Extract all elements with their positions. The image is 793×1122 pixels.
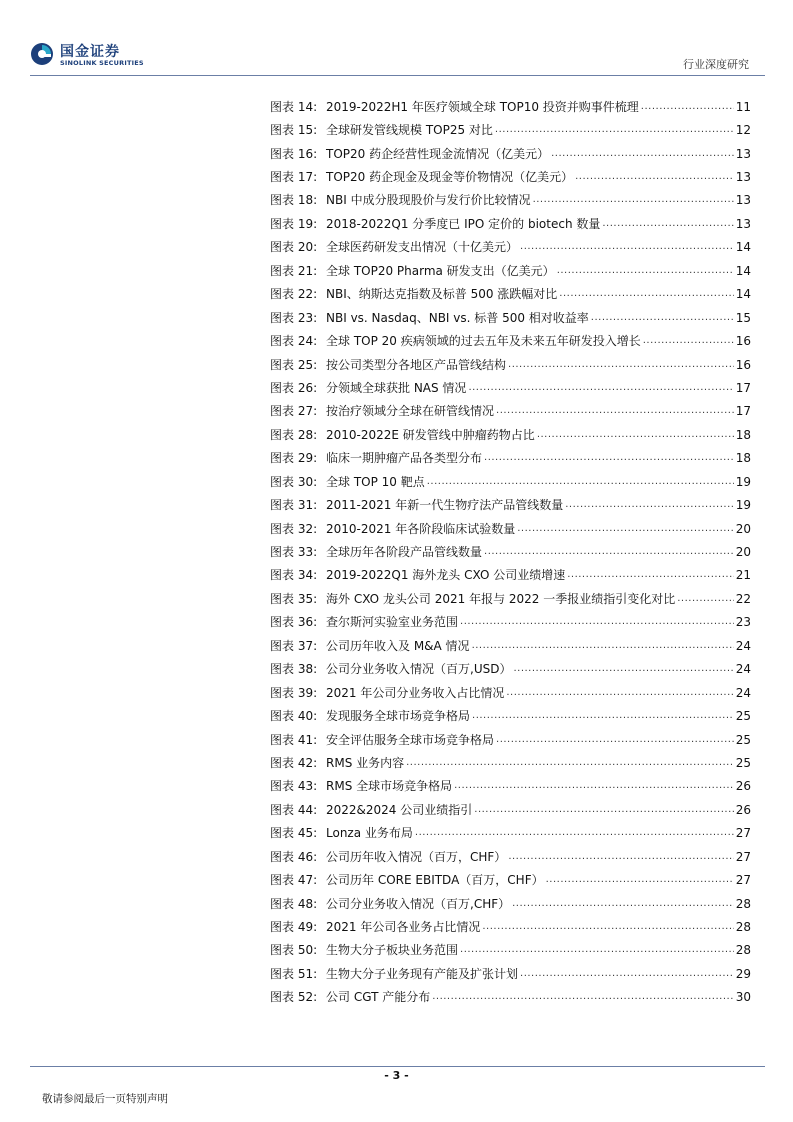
toc-entry-page: 26 <box>735 802 751 817</box>
toc-entry-page: 23 <box>735 615 751 630</box>
toc-entry-page: 15 <box>735 310 751 325</box>
toc-entry-label: 图表 48: <box>270 896 318 911</box>
toc-entry-title: 公司历年收入情况（百万，CHF） <box>326 849 507 864</box>
toc-leader-dots <box>520 240 734 254</box>
toc-entry-page: 19 <box>735 498 751 513</box>
toc-entry-page: 12 <box>735 123 751 138</box>
toc-leader-dots <box>602 217 733 231</box>
toc-leader-dots <box>496 404 734 418</box>
toc-entry-label: 图表 28: <box>270 427 318 442</box>
toc-entry-page: 14 <box>735 240 751 255</box>
toc-entry[interactable] <box>270 892 751 915</box>
toc-entry-title: 2019-2022H1 年医疗领域全球 TOP10 投资并购事件梳理 <box>326 99 639 114</box>
toc-entry-title: 全球 TOP 10 靶点 <box>326 474 425 489</box>
toc-entry[interactable] <box>270 329 751 352</box>
report-type: 行业深度研究 <box>683 58 749 71</box>
toc-entry[interactable] <box>270 259 751 282</box>
toc-entry-title: 2021 年公司各业务占比情况 <box>326 920 481 935</box>
toc-entry-title: 公司 CGT 产能分布 <box>326 990 431 1005</box>
toc-entry-page: 18 <box>735 451 751 466</box>
toc-entry-title: 按治疗领域分全球在研管线情况 <box>326 404 495 419</box>
toc-entry-title: 公司历年收入及 M&A 情况 <box>326 638 470 653</box>
toc-entry[interactable] <box>270 306 751 329</box>
brand-name-en: SINOLINK SECURITIES <box>60 59 144 67</box>
toc-entry-label: 图表 47: <box>270 873 318 888</box>
toc-leader-dots <box>427 475 734 489</box>
toc-leader-dots <box>575 170 734 184</box>
toc-leader-dots <box>546 873 734 887</box>
toc-entry-page: 25 <box>735 732 751 747</box>
toc-entry-page: 28 <box>735 896 751 911</box>
toc-entry[interactable] <box>270 587 751 610</box>
figure-index <box>270 95 751 1009</box>
toc-entry-label: 图表 26: <box>270 380 318 395</box>
toc-entry[interactable] <box>270 118 751 141</box>
toc-entry[interactable] <box>270 728 751 751</box>
toc-entry-title: NBI 中成分股现股价与发行价比较情况 <box>326 193 531 208</box>
toc-entry-label: 图表 22: <box>270 287 318 302</box>
toc-entry-page: 16 <box>735 334 751 349</box>
toc-entry-label: 图表 50: <box>270 943 318 958</box>
toc-entry-page: 14 <box>735 263 751 278</box>
toc-entry-label: 图表 32: <box>270 521 318 536</box>
toc-entry-page: 28 <box>735 920 751 935</box>
toc-entry-page: 28 <box>735 943 751 958</box>
toc-entry-page: 13 <box>735 193 751 208</box>
toc-entry-title: 2022&2024 公司业绩指引 <box>326 802 473 817</box>
toc-entry-title: 生物大分子业务现有产能及扩张计划 <box>326 966 519 981</box>
toc-entry[interactable] <box>270 751 751 774</box>
toc-entry-label: 图表 35: <box>270 591 318 606</box>
toc-entry-page: 27 <box>735 873 751 888</box>
toc-leader-dots <box>677 592 733 606</box>
toc-leader-dots <box>641 100 734 114</box>
toc-entry-title: RMS 业务内容 <box>326 755 405 770</box>
toc-entry-label: 图表 36: <box>270 615 318 630</box>
toc-entry[interactable] <box>270 236 751 259</box>
toc-entry-title: 发现服务全球市场竞争格局 <box>326 709 471 724</box>
toc-entry[interactable] <box>270 95 751 118</box>
toc-entry-page: 25 <box>735 709 751 724</box>
toc-entry-label: 图表 42: <box>270 755 318 770</box>
toc-leader-dots <box>460 943 734 957</box>
brand-logo <box>30 40 180 74</box>
toc-entry-page: 27 <box>735 849 751 864</box>
toc-entry-label: 图表 40: <box>270 709 318 724</box>
toc-entry-label: 图表 45: <box>270 826 318 841</box>
toc-entry-page: 14 <box>735 287 751 302</box>
toc-leader-dots <box>551 147 734 161</box>
toc-entry-title: 全球研发管线规模 TOP25 对比 <box>326 123 493 138</box>
disclaimer-note: 敬请参阅最后一页特别声明 <box>42 1093 168 1105</box>
toc-entry-title: 全球 TOP20 Pharma 研发支出（亿美元） <box>326 263 555 278</box>
toc-entry-page: 25 <box>735 755 751 770</box>
toc-leader-dots <box>513 662 733 676</box>
toc-entry[interactable] <box>270 212 751 235</box>
toc-entry-label: 图表 19: <box>270 216 318 231</box>
toc-entry-title: 安全评估服务全球市场竞争格局 <box>326 732 495 747</box>
toc-entry[interactable] <box>270 798 751 821</box>
toc-leader-dots <box>559 287 733 301</box>
toc-entry[interactable] <box>270 868 751 891</box>
toc-leader-dots <box>517 522 733 536</box>
toc-entry-page: 13 <box>735 146 751 161</box>
toc-entry-title: TOP20 药企经营性现金流情况（亿美元） <box>326 146 550 161</box>
toc-entry-title: Lonza 业务布局 <box>326 826 413 841</box>
toc-entry[interactable] <box>270 400 751 423</box>
toc-entry-label: 图表 46: <box>270 849 318 864</box>
toc-leader-dots <box>506 686 733 700</box>
toc-leader-dots <box>567 568 734 582</box>
header-divider <box>30 75 765 76</box>
toc-leader-dots <box>533 193 734 207</box>
toc-entry[interactable] <box>270 353 751 376</box>
toc-entry-label: 图表 49: <box>270 920 318 935</box>
toc-entry-label: 图表 18: <box>270 193 318 208</box>
toc-entry[interactable] <box>270 915 751 938</box>
toc-entry-page: 24 <box>735 685 751 700</box>
toc-entry[interactable] <box>270 986 751 1009</box>
toc-entry-page: 16 <box>735 357 751 372</box>
toc-entry-label: 图表 30: <box>270 474 318 489</box>
toc-entry[interactable] <box>270 447 751 470</box>
toc-entry-label: 图表 25: <box>270 357 318 372</box>
toc-entry-label: 图表 24: <box>270 334 318 349</box>
toc-entry-page: 18 <box>735 427 751 442</box>
toc-entry-title: 公司分业务收入情况（百万,CHF） <box>326 896 511 911</box>
toc-entry[interactable] <box>270 962 751 985</box>
toc-entry-title: 生物大分子板块业务范围 <box>326 943 459 958</box>
toc-entry-title: 2010-2022E 研发管线中肿瘤药物占比 <box>326 427 535 442</box>
toc-entry[interactable] <box>270 634 751 657</box>
toc-leader-dots <box>415 826 734 840</box>
toc-entry-title: 2011-2021 年新一代生物疗法产品管线数量 <box>326 498 564 513</box>
toc-entry-title: 分领域全球获批 NAS 情况 <box>326 380 467 395</box>
toc-entry-page: 24 <box>735 638 751 653</box>
toc-entry[interactable] <box>270 845 751 868</box>
toc-entry[interactable] <box>270 142 751 165</box>
toc-entry-page: 13 <box>735 216 751 231</box>
toc-entry[interactable] <box>270 939 751 962</box>
toc-leader-dots <box>520 967 734 981</box>
toc-entry[interactable] <box>270 611 751 634</box>
toc-entry-label: 图表 21: <box>270 263 318 278</box>
toc-leader-dots <box>406 756 734 770</box>
brand-name-cn: 国金证券 <box>60 44 120 60</box>
toc-entry-label: 图表 44: <box>270 802 318 817</box>
toc-entry-page: 19 <box>735 474 751 489</box>
toc-entry-label: 图表 27: <box>270 404 318 419</box>
toc-entry-page: 17 <box>735 404 751 419</box>
toc-entry-page: 13 <box>735 170 751 185</box>
toc-leader-dots <box>472 709 734 723</box>
toc-leader-dots <box>508 358 734 372</box>
toc-leader-dots <box>468 381 733 395</box>
toc-leader-dots <box>482 920 733 934</box>
toc-entry-label: 图表 34: <box>270 568 318 583</box>
toc-entry[interactable] <box>270 423 751 446</box>
toc-entry-page: 26 <box>735 779 751 794</box>
toc-leader-dots <box>484 545 734 559</box>
toc-entry-page: 17 <box>735 380 751 395</box>
toc-leader-dots <box>496 733 734 747</box>
toc-entry-title: 2010-2021 年各阶段临床试验数量 <box>326 521 516 536</box>
toc-entry-title: 全球历年各阶段产品管线数量 <box>326 545 483 560</box>
toc-leader-dots <box>484 451 734 465</box>
toc-leader-dots <box>474 803 733 817</box>
toc-entry-title: TOP20 药企现金及现金等价物情况（亿美元） <box>326 170 574 185</box>
toc-entry-title: 全球 TOP 20 疾病领域的过去五年及未来五年研发投入增长 <box>326 334 641 349</box>
toc-entry-label: 图表 15: <box>270 123 318 138</box>
toc-entry-label: 图表 41: <box>270 732 318 747</box>
toc-entry[interactable] <box>270 540 751 563</box>
toc-entry-title: RMS 全球市场竞争格局 <box>326 779 453 794</box>
toc-entry-page: 20 <box>735 521 751 536</box>
toc-entry-label: 图表 31: <box>270 498 318 513</box>
toc-entry-label: 图表 33: <box>270 545 318 560</box>
toc-entry-page: 20 <box>735 545 751 560</box>
toc-entry-label: 图表 17: <box>270 170 318 185</box>
toc-entry[interactable] <box>270 704 751 727</box>
toc-entry-label: 图表 43: <box>270 779 318 794</box>
toc-entry-title: 2021 年公司分业务收入占比情况 <box>326 685 505 700</box>
toc-entry-label: 图表 14: <box>270 99 318 114</box>
toc-entry-title: 查尔斯河实验室业务范围 <box>326 615 459 630</box>
toc-leader-dots <box>537 428 734 442</box>
toc-entry-label: 图表 29: <box>270 451 318 466</box>
page-number: - 3 - <box>384 1069 409 1082</box>
toc-entry-title: 全球医药研发支出情况（十亿美元） <box>326 240 519 255</box>
toc-entry-title: 按公司类型分各地区产品管线结构 <box>326 357 507 372</box>
toc-entry-title: 临床一期肿瘤产品各类型分布 <box>326 451 483 466</box>
toc-entry[interactable] <box>270 283 751 306</box>
toc-entry-label: 图表 38: <box>270 662 318 677</box>
toc-entry-title: 2018-2022Q1 分季度已 IPO 定价的 biotech 数量 <box>326 216 601 231</box>
toc-entry-page: 30 <box>735 990 751 1005</box>
toc-leader-dots <box>432 990 734 1004</box>
toc-entry-page: 21 <box>735 568 751 583</box>
toc-leader-dots <box>472 639 734 653</box>
toc-entry-title: 海外 CXO 龙头公司 2021 年报与 2022 一季报业绩指引变化对比 <box>326 591 676 606</box>
toc-entry[interactable] <box>270 775 751 798</box>
toc-leader-dots <box>557 264 734 278</box>
toc-leader-dots <box>512 897 734 911</box>
toc-entry-page: 29 <box>735 966 751 981</box>
toc-entry-title: 2019-2022Q1 海外龙头 CXO 公司业绩增速 <box>326 568 566 583</box>
toc-entry[interactable] <box>270 822 751 845</box>
page-header <box>0 0 793 80</box>
toc-leader-dots <box>508 850 733 864</box>
toc-entry-title: 公司分业务收入情况（百万,USD） <box>326 662 512 677</box>
toc-entry[interactable] <box>270 517 751 540</box>
toc-leader-dots <box>454 779 734 793</box>
sinolink-logo-icon <box>30 42 54 66</box>
toc-entry[interactable] <box>270 189 751 212</box>
toc-leader-dots <box>643 334 734 348</box>
toc-entry[interactable] <box>270 681 751 704</box>
toc-entry[interactable] <box>270 564 751 587</box>
toc-entry-page: 11 <box>735 99 751 114</box>
toc-leader-dots <box>565 498 733 512</box>
toc-entry[interactable] <box>270 376 751 399</box>
toc-entry-label: 图表 52: <box>270 990 318 1005</box>
toc-entry-label: 图表 39: <box>270 685 318 700</box>
toc-entry-title: NBI、纳斯达克指数及标普 500 涨跌幅对比 <box>326 287 558 302</box>
toc-entry-title: NBI vs. Nasdaq、NBI vs. 标普 500 相对收益率 <box>326 310 589 325</box>
toc-leader-dots <box>460 615 734 629</box>
footer-divider <box>30 1066 765 1067</box>
toc-entry-label: 图表 51: <box>270 966 318 981</box>
toc-entry-label: 图表 16: <box>270 146 318 161</box>
toc-entry[interactable] <box>270 165 751 188</box>
toc-leader-dots <box>495 123 734 137</box>
toc-entry[interactable] <box>270 493 751 516</box>
toc-entry-page: 22 <box>735 591 751 606</box>
toc-entry-label: 图表 37: <box>270 638 318 653</box>
toc-entry[interactable] <box>270 470 751 493</box>
toc-entry-label: 图表 20: <box>270 240 318 255</box>
toc-entry[interactable] <box>270 658 751 681</box>
toc-entry-title: 公司历年 CORE EBITDA（百万，CHF） <box>326 873 544 888</box>
toc-leader-dots <box>591 311 734 325</box>
toc-entry-page: 27 <box>735 826 751 841</box>
toc-entry-page: 24 <box>735 662 751 677</box>
toc-entry-label: 图表 23: <box>270 310 318 325</box>
